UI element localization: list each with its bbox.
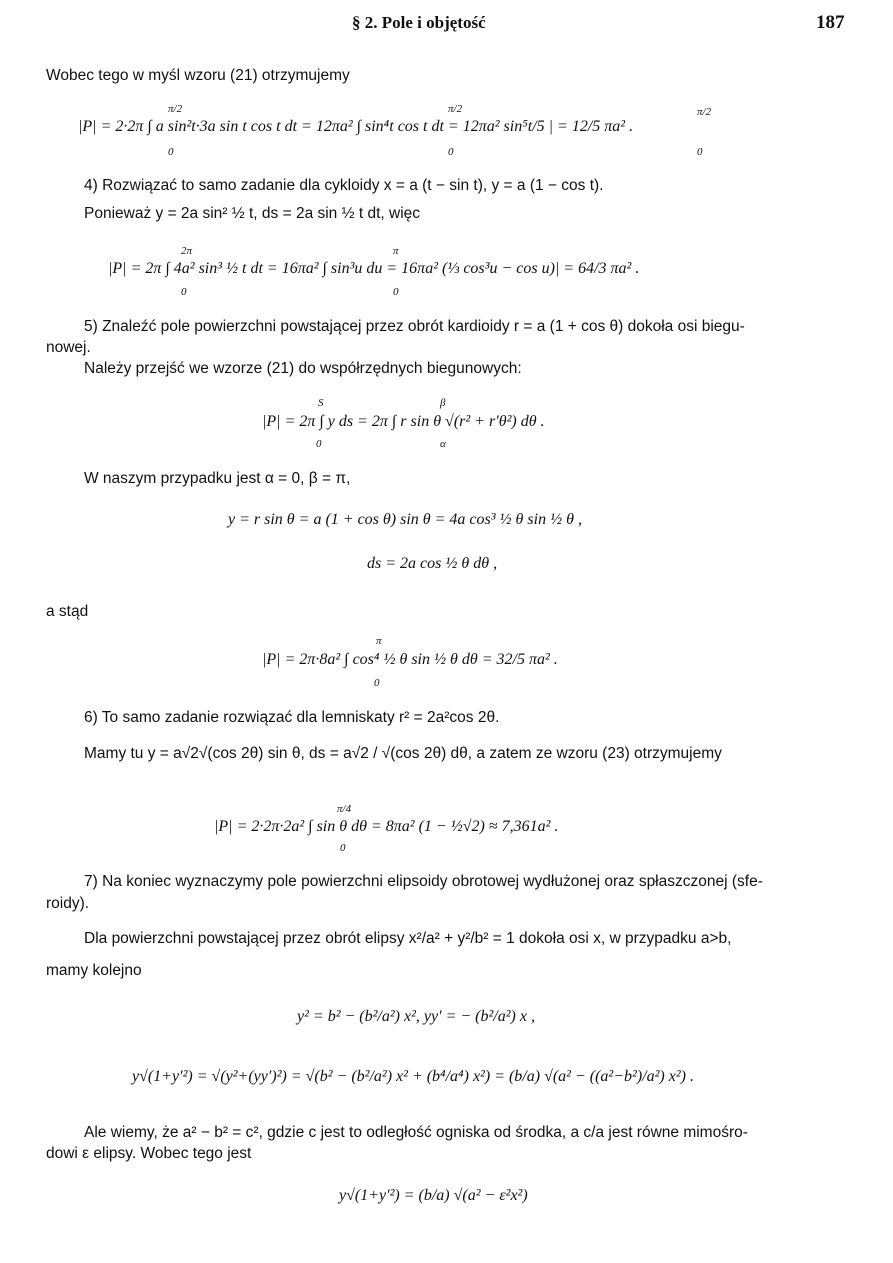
limit-upper: β: [440, 397, 446, 409]
limit-upper: π/2: [168, 103, 183, 115]
equation-2: |P| = 2π ∫ 4a² sin³ ½ t dt = 16πa² ∫ sin³u du = 16πa² (⅓ cos³u − cos u)| = 64/3 πa² .: [108, 260, 640, 277]
item-5-line-2: nowej.: [46, 339, 91, 356]
running-header: § 2. Pole i objętość: [352, 13, 486, 32]
limit-lower: 0: [168, 146, 174, 158]
limit-lower: 0: [316, 438, 322, 450]
limit-lower: 0: [448, 146, 454, 158]
item-6: 6) To samo zadanie rozwiązać dla lemniskaty r² = 2a²cos 2θ.: [84, 709, 500, 726]
equation-6: |P| = 2π·8a² ∫ cos⁴ ½ θ sin ½ θ dθ = 32/5 πa² .: [262, 651, 558, 668]
text-final: Ale wiemy, że a² − b² = c², gdzie c jest to odległość ogniska od środka, a c/a jest równe mimośro-: [84, 1124, 748, 1141]
item-7: 7) Na koniec wyznaczymy pole powierzchni elipsoidy obrotowej wydłużonej oraz spłaszczonej (sfe-: [84, 873, 763, 890]
limit-lower: 0: [697, 146, 703, 158]
equation-8: y² = b² − (b²/a²) x², yy′ = − (b²/a²) x ,: [297, 1008, 535, 1025]
text-case: W naszym przypadku jest α = 0, β = π,: [84, 470, 351, 487]
equation-5: ds = 2a cos ½ θ dθ ,: [367, 555, 498, 572]
item-7-line-3: Dla powierzchni powstającej przez obrót elipsy x²/a² + y²/b² = 1 dokoła osi x, w przypadku a>b,: [84, 930, 732, 947]
limit-upper: 2π: [181, 245, 193, 257]
limit-upper: π/4: [337, 803, 352, 815]
limit-lower: 0: [393, 286, 399, 298]
equation-1: |P| = 2·2π ∫ a sin²t·3a sin t cos t dt = 12πa² ∫ sin⁴t cos t dt = 12πa² sin⁵t/5 | = 12/5 πa² .: [78, 118, 634, 135]
limit-upper: π: [393, 245, 399, 257]
page-number: 187: [816, 12, 845, 33]
item-7-line-2: roidy).: [46, 895, 90, 912]
equation-3: |P| = 2π ∫ y ds = 2π ∫ r sin θ √(r² + r′θ²) dθ .: [262, 413, 545, 430]
text-final-2: dowi ε elipsy. Wobec tego jest: [46, 1145, 252, 1162]
item-4: 4) Rozwiązać to samo zadanie dla cykloidy x = a (t − sin t), y = a (1 − cos t).: [84, 177, 604, 194]
limit-lower: 0: [340, 842, 346, 854]
equation-4: y = r sin θ = a (1 + cos θ) sin θ = 4a cos³ ½ θ sin ½ θ ,: [228, 511, 582, 528]
equation-7: |P| = 2·2π·2a² ∫ sin θ dθ = 8πa² (1 − ½√2) ≈ 7,361a² .: [214, 818, 559, 835]
text-hence: a stąd: [46, 603, 89, 620]
limit-lower: 0: [181, 286, 187, 298]
limit-lower: 0: [374, 677, 380, 689]
text-intro: Wobec tego w myśl wzoru (21) otrzymujemy: [46, 67, 350, 84]
equation-9: y√(1+y′²) = √(y²+(yy′)²) = √(b² − (b²/a²) x² + (b⁴/a⁴) x²) = (b/a) √(a² − ((a²−b²)/a²) x²) .: [132, 1068, 694, 1085]
item-6-line-2: Mamy tu y = a√2√(cos 2θ) sin θ, ds = a√2 / √(cos 2θ) dθ, a zatem ze wzoru (23) otrzymujemy: [84, 745, 722, 762]
equation-10: y√(1+y′²) = (b/a) √(a² − ε²x²): [339, 1187, 528, 1204]
limit-upper: S: [318, 397, 324, 409]
limit-lower: α: [440, 438, 446, 450]
item-4-line-2: Ponieważ y = 2a sin² ½ t, ds = 2a sin ½ t dt, więc: [84, 205, 421, 222]
limit-upper: π/2: [697, 106, 712, 118]
item-7-line-4: mamy kolejno: [46, 962, 142, 979]
item-5: 5) Znaleźć pole powierzchni powstającej przez obrót kardioidy r = a (1 + cos θ) dokoła osi biegu-: [84, 318, 745, 335]
limit-upper: π: [376, 635, 382, 647]
item-5-line-3: Należy przejść we wzorze (21) do współrzędnych biegunowych:: [84, 360, 522, 377]
limit-upper: π/2: [448, 103, 463, 115]
